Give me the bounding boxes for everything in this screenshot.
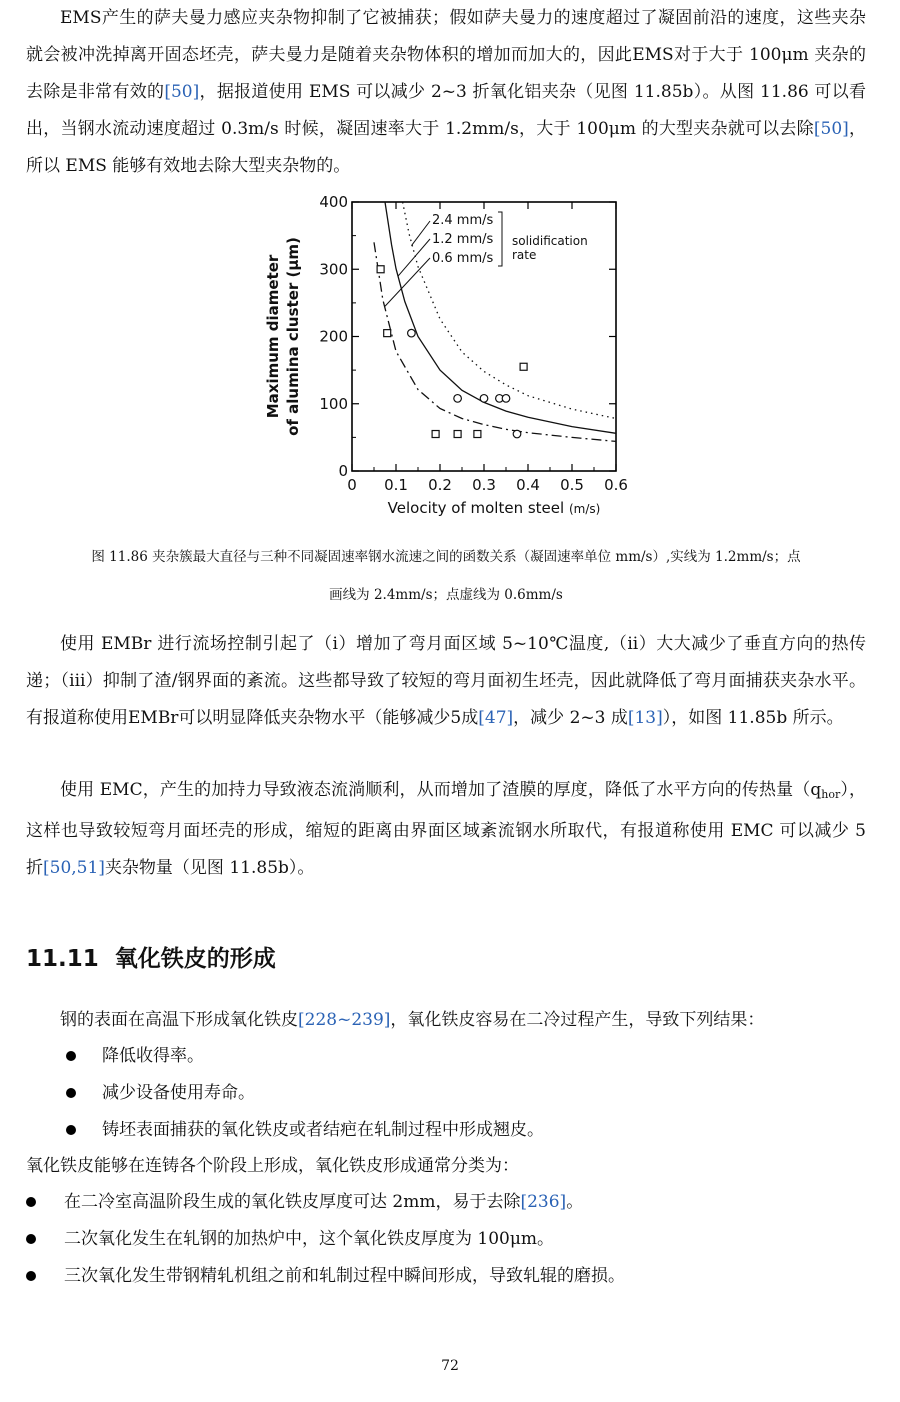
list-item-text: 三次氧化发生带钢精轧机组之前和轧制过程中瞬间形成，导致轧辊的磨损。: [64, 1266, 625, 1286]
text: 夹杂物量（见图 11.85b）。: [104, 858, 315, 878]
x-tick-label: 0.2: [428, 476, 452, 494]
legend-entry: 2.4 mm/s: [432, 213, 494, 228]
list-item-text: 在二冷室高温阶段生成的氧化铁皮厚度可达 2mm，易于去除: [64, 1192, 521, 1212]
data-point-square: [520, 363, 527, 370]
legend-group-label: solidification: [512, 234, 588, 248]
list-item-text: 。: [566, 1192, 584, 1212]
x-tick-label: 0: [347, 476, 357, 494]
x-tick-label: 0.1: [384, 476, 408, 494]
text: EMS产生的萨夫曼力感应夹杂物抑制了它被捕获；假如萨夫曼力的速度超过了凝固前沿的速度，这些夹杂就会被冲洗掉离开固态坯壳，萨夫曼力是随着夹杂物体积的增加而加大的，因此EMS对于大于 100μm 夹杂的去除是非常有效的: [26, 8, 866, 102]
y-axis-label-line1: Maximum diameter: [264, 254, 282, 419]
series-line: [374, 242, 616, 441]
paragraph-emc: [26, 772, 866, 887]
text: ），这样也导致较短弯月面坯壳的形成，缩短的距离由界面区域紊流钢水所取代，有报道称使用 EMC 可以减少 5 折: [26, 780, 867, 878]
data-point-square: [474, 431, 481, 438]
figure-caption-line2: 画线为 2.4mm/s；点虚线为 0.6mm/s: [329, 587, 563, 603]
text: 使用 EMBr 进行流场控制引起了（i）增加了弯月面区域 5~10℃温度,（ii）大大减少了垂直方向的热传递；（iii）抑制了渣/钢界面的紊流。这些都导致了较短的弯月面初生坯壳，因此就降低了弯月面捕获夹杂水平。有报道称使用EMBr可以明显降低夹杂物水平（能够减少5成: [26, 634, 866, 728]
paragraph-scale-intro: [26, 1002, 866, 1039]
text: ，所以 EMS 能够有效地去除大型夹杂物的。: [26, 119, 867, 176]
bullet-icon: [26, 1271, 36, 1281]
legend-entry: 1.2 mm/s: [432, 232, 494, 247]
x-tick-label: 0.3: [472, 476, 496, 494]
figure-chart: [260, 188, 640, 523]
list-item-text: 铸坯表面捕获的氧化铁皮或者结疤在轧制过程中形成翘皮。: [102, 1120, 544, 1140]
data-point-square: [384, 330, 391, 337]
data-point-square: [377, 266, 384, 273]
paragraph-embr: [26, 626, 866, 737]
citation-link[interactable]: [50,51]: [43, 858, 105, 878]
x-tick-label: 0.5: [560, 476, 584, 494]
citation-link[interactable]: [228~239]: [298, 1010, 391, 1030]
list-item: [66, 1038, 544, 1075]
bullet-icon: [66, 1125, 76, 1135]
list-item: [26, 1221, 625, 1258]
citation-link[interactable]: [47]: [478, 708, 514, 728]
figure-caption-line1: 图 11.86 夹杂簇最大直径与三种不同凝固速率钢水流速之间的函数关系（凝固速率单位 mm/s）,实线为 1.2mm/s；点: [91, 549, 801, 565]
section-heading: [26, 940, 276, 973]
citation-link[interactable]: [50]: [813, 119, 849, 139]
citation-link[interactable]: [50]: [164, 82, 200, 102]
text: ），如图 11.85b 所示。: [662, 708, 844, 728]
text: 使用 EMC，产生的加持力导致液态流淌顺利，从而增加了渣膜的厚度，降低了水平方向的传热量（q: [60, 780, 822, 800]
y-tick-label: 300: [319, 260, 348, 279]
bullet-icon: [26, 1234, 36, 1244]
subscript: hor: [821, 788, 841, 801]
list-item-text: 减少设备使用寿命。: [102, 1083, 255, 1103]
list-item: [26, 1184, 625, 1221]
paragraph-ems: [26, 0, 866, 185]
legend-entry: 0.6 mm/s: [432, 251, 494, 266]
y-tick-label: 0: [338, 462, 348, 480]
y-tick-label: 100: [319, 394, 348, 413]
text: ，氧化铁皮容易在二冷过程产生，导致下列结果：: [390, 1010, 765, 1030]
citation-link[interactable]: [13]: [627, 708, 663, 728]
x-tick-label: 0.4: [516, 476, 540, 494]
bullet-icon: [26, 1197, 36, 1207]
legend-group-label: rate: [512, 248, 537, 262]
x-tick-label: 0.6: [604, 476, 628, 494]
consequence-list: [66, 1038, 544, 1149]
bullet-icon: [66, 1088, 76, 1098]
section-number: 11.11: [26, 946, 99, 972]
data-point-circle: [408, 329, 416, 337]
y-axis-label-line2: of alumina cluster (μm): [284, 237, 302, 436]
data-point-circle: [454, 395, 462, 403]
list-item-text: 二次氧化发生在轧钢的加热炉中，这个氧化铁皮厚度为 100μm。: [64, 1229, 555, 1249]
citation-link[interactable]: [236]: [520, 1192, 567, 1212]
data-point-square: [432, 431, 439, 438]
list-item: [66, 1075, 544, 1112]
list-item-text: 降低收得率。: [102, 1046, 204, 1066]
x-axis-label: Velocity of molten steel (m/s): [387, 499, 601, 517]
paragraph-scale-types: 氧化铁皮能够在连铸各个阶段上形成，氧化铁皮形成通常分类为：: [26, 1156, 519, 1176]
bullet-icon: [66, 1051, 76, 1061]
list-item: [26, 1258, 625, 1295]
data-point-circle: [513, 430, 521, 438]
data-point-circle: [502, 395, 510, 403]
scale-type-list: [26, 1184, 625, 1295]
y-tick-label: 400: [319, 193, 348, 211]
y-tick-label: 200: [319, 327, 348, 346]
list-item: [66, 1112, 544, 1149]
page-number: 72: [441, 1358, 459, 1374]
text: ，减少 2~3 成: [513, 708, 628, 728]
text: ，据报道使用 EMS 可以减少 2~3 折氧化铝夹杂（见图 11.85b）。从图 11.86 可以看出，当钢水流动速度超过 0.3m/s 时候，凝固速率大于 1.2mm/s，大于 100μm 的大型夹杂就可以去除: [26, 82, 866, 139]
data-point-square: [454, 431, 461, 438]
section-title: 氧化铁皮的形成: [114, 946, 276, 972]
data-point-circle: [480, 395, 488, 403]
legend-bracket: [498, 212, 502, 266]
legend-leader-line: [398, 239, 430, 276]
text: 钢的表面在高温下形成氧化铁皮: [60, 1010, 298, 1030]
